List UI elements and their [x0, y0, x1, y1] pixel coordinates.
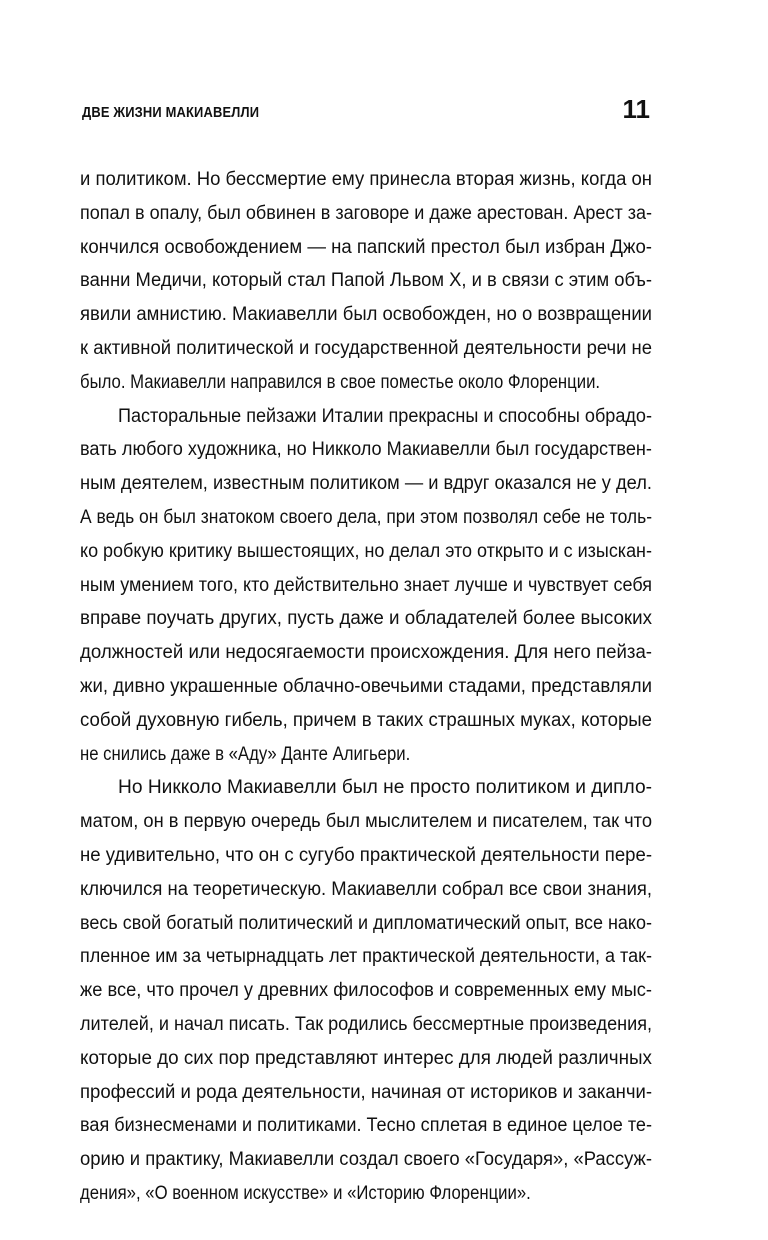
text-line-content: ко робкую критику вышестоящих, но делал это открыто и с изыскан- — [80, 540, 652, 562]
text-line-content: должностей или недосягаемости происхождения. Для него пейза- — [80, 642, 653, 664]
text-line-content: жи, дивно украшенные облачно-овечьими стадами, представляли — [80, 675, 652, 697]
text-line — [80, 771, 652, 805]
text-line-content: не снились даже в «Аду» Данте Алигьери. — [80, 743, 411, 765]
text-line — [80, 805, 652, 839]
text-line — [80, 738, 652, 772]
text-line — [80, 940, 652, 974]
text-line-content: весь свой богатый политический и дипломатический опыт, все нако- — [80, 912, 652, 934]
text-line-content: дения», «О военном искусстве» и «Историю Флоренции». — [80, 1182, 531, 1204]
text-line — [80, 873, 652, 907]
text-line-content: которые до сих пор представляют интерес для людей различных — [80, 1047, 652, 1069]
text-line — [80, 1177, 652, 1211]
text-line — [80, 163, 652, 197]
text-line — [80, 1143, 652, 1177]
text-line — [80, 264, 652, 298]
text-line-content: же все, что прочел у древних философов и современных ему мыс- — [80, 980, 652, 1002]
text-line — [80, 839, 652, 873]
text-line-content: ванни Медичи, который стал Папой Львом X, и в связи с этим объ- — [80, 270, 653, 292]
text-line-content: не удивительно, что он с сугубо практической деятельности пере- — [80, 844, 653, 866]
text-line-content: орию и практику, Макиавелли создал своего «Государя», «Рассуж- — [80, 1149, 653, 1171]
text-line — [80, 535, 652, 569]
text-line-content: и политиком. Но бессмертие ему принесла вторая жизнь, когда он — [80, 169, 652, 190]
text-line — [80, 1076, 652, 1110]
text-line — [80, 400, 652, 434]
text-line-content: было. Макиавелли направился в свое поместье около Флоренции. — [80, 371, 601, 393]
text-line — [80, 1008, 652, 1042]
text-line-content: вправе поучать других, пусть даже и обладателей более высоких — [80, 608, 653, 630]
text-line — [80, 670, 652, 704]
text-line — [80, 636, 652, 670]
text-line-content: вая бизнесменами и политиками. Тесно сплетая в единое целое те- — [80, 1115, 652, 1137]
text-line — [80, 332, 652, 366]
text-line — [80, 602, 652, 636]
text-line — [80, 1109, 652, 1143]
text-line-content: собой духовную гибель, причем в таких страшных муках, которые — [80, 709, 653, 731]
text-line — [80, 467, 652, 501]
text-line-content: явили амнистию. Макиавелли был освобожден, но о возвращении — [80, 304, 652, 326]
text-line-content: профессий и рода деятельности, начиная от историков и заканчи- — [80, 1081, 653, 1103]
text-line — [80, 907, 652, 941]
text-line-content: пленное им за четырнадцать лет практической деятельности, а так- — [80, 946, 652, 968]
page-number: 11 — [622, 94, 650, 124]
text-line — [80, 501, 652, 535]
text-line — [80, 704, 652, 738]
text-line — [80, 366, 652, 400]
text-line-content: ным умением того, кто действительно знает лучше и чувствует себя — [80, 574, 653, 596]
running-head: ДВЕ ЖИЗНИ МАКИАВЕЛЛИ — [82, 104, 260, 121]
text-line-content: ным деятелем, известным политиком — и вдруг оказался не у дел. — [80, 473, 652, 495]
text-line — [80, 433, 652, 467]
text-line-content: ключился на теоретическую. Макиавелли собрал все свои знания, — [80, 878, 653, 900]
text-line-content: попал в опалу, был обвинен в заговоре и даже арестован. Арест за- — [80, 202, 652, 224]
body-text — [80, 163, 652, 1211]
text-line — [80, 197, 652, 231]
text-line-content: матом, он в первую очередь был мыслителем и писателем, так что — [80, 811, 653, 833]
text-line-content: к активной политической и государственной деятельности речи не — [80, 337, 653, 359]
text-line-content: вать любого художника, но Никколо Макиавелли был государствен- — [80, 439, 652, 461]
text-line — [80, 298, 652, 332]
text-line-content: лителей, и начал писать. Так родились бессмертные произведения, — [80, 1013, 653, 1035]
text-line-content: кончился освобождением — на папский престол был избран Джо- — [80, 236, 652, 258]
text-line — [80, 231, 652, 265]
text-line — [80, 569, 652, 603]
text-line — [80, 1042, 652, 1076]
text-line-content: Но Никколо Макиавелли был не просто политиком и дипло- — [118, 777, 652, 799]
text-line — [80, 974, 652, 1008]
text-line-content: А ведь он был знатоком своего дела, при этом позволял себе не толь- — [80, 506, 653, 528]
text-line-content: Пасторальные пейзажи Италии прекрасны и способны обрадо- — [118, 405, 652, 427]
